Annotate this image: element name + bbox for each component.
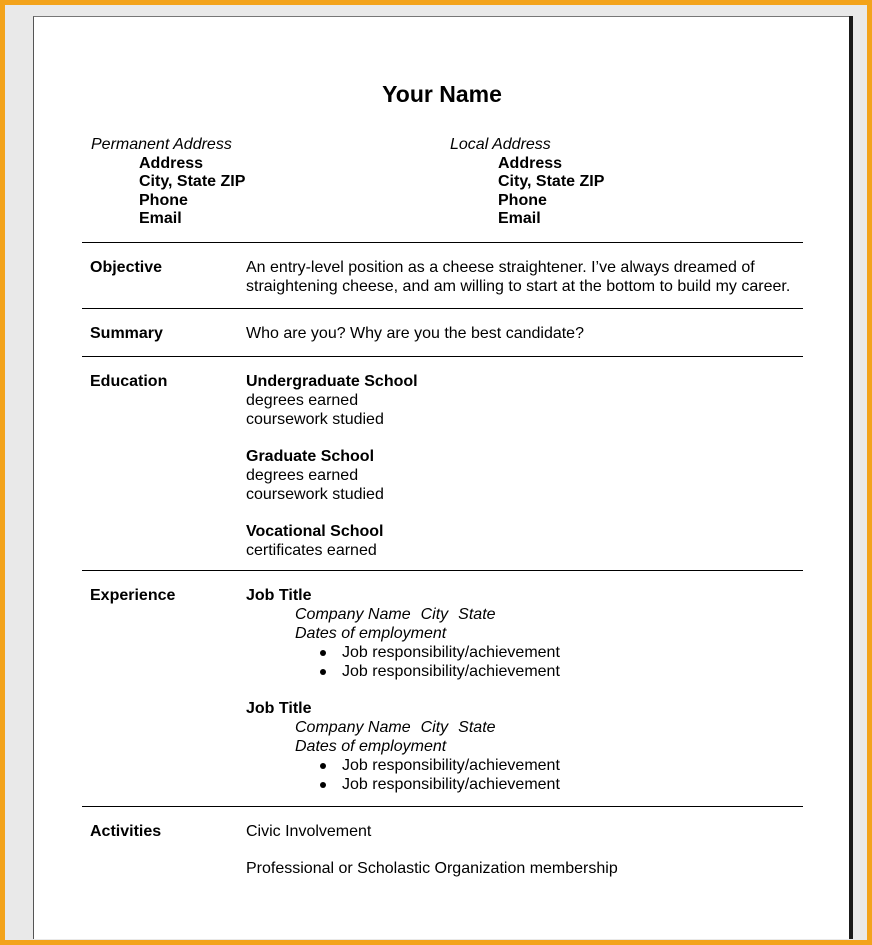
job-bullet-text: Job responsibility/achievement [342, 644, 560, 661]
section-divider [82, 242, 803, 243]
permanent-email: Email [139, 210, 182, 227]
local-phone: Phone [498, 191, 547, 209]
school-name: Graduate School [246, 448, 375, 465]
education-label: Education [90, 373, 168, 390]
job-company: Company Name [295, 606, 411, 623]
activity-item: Civic Involvement [246, 823, 372, 840]
summary-label: Summary [90, 325, 163, 342]
permanent-city-state-zip: City, State ZIP [139, 173, 246, 190]
activities-content [246, 822, 618, 878]
education-content [246, 372, 418, 560]
job-company: Company Name [295, 719, 411, 736]
bullet-icon [320, 763, 326, 769]
job-bullet-text: Job responsibility/achievement [342, 663, 560, 680]
job-title: Job Title [246, 587, 312, 604]
school-detail: degrees earned [246, 467, 359, 484]
summary-text: Who are you? Why are you the best candidate? [246, 325, 584, 342]
job-bullet-text: Job responsibility/achievement [342, 757, 560, 774]
school-detail: coursework studied [246, 411, 384, 428]
job-city: City [420, 719, 449, 736]
local-address-header: Local Address [450, 136, 551, 153]
objective-label: Objective [90, 259, 163, 276]
section-divider [82, 356, 803, 357]
objective-line: An entry-level position as a cheese straightener. I’ve always dreamed of [246, 259, 755, 276]
experience-label: Experience [90, 587, 176, 604]
bullet-icon [320, 669, 326, 675]
bullet-icon [320, 650, 326, 656]
school-detail: degrees earned [246, 392, 359, 409]
objective-line: straightening cheese, and am willing to start at the bottom to build my career. [246, 278, 791, 295]
school-name: Vocational School [246, 523, 384, 540]
resume-page [33, 16, 849, 939]
job-title: Job Title [246, 700, 312, 717]
permanent-address-line: Address [139, 154, 204, 172]
job-bullet [246, 775, 560, 794]
job-dates: Dates of employment [295, 738, 447, 755]
section-divider [82, 308, 803, 309]
permanent-address-block [91, 136, 245, 229]
permanent-address-header: Permanent Address [91, 136, 232, 153]
local-address-line: Address [498, 154, 563, 172]
permanent-phone: Phone [139, 191, 188, 209]
resume-name: Your Name [382, 81, 502, 107]
job-company-line [246, 605, 560, 624]
local-city-state-zip: City, State ZIP [498, 173, 605, 190]
section-divider [82, 570, 803, 571]
job-bullet [246, 662, 560, 681]
job-bullet-text: Job responsibility/achievement [342, 776, 560, 793]
activities-label: Activities [90, 823, 162, 840]
job-city: City [420, 606, 449, 623]
objective-content [246, 258, 790, 296]
section-divider [82, 806, 803, 807]
job-company-line [246, 718, 560, 737]
job-state: State [458, 606, 496, 623]
experience-content [246, 586, 560, 794]
job-state: State [458, 719, 496, 736]
local-address-block [450, 136, 604, 229]
school-detail: coursework studied [246, 486, 384, 503]
activity-item: Professional or Scholastic Organization membership [246, 860, 618, 877]
job-bullet [246, 643, 560, 662]
job-bullet [246, 756, 560, 775]
job-dates: Dates of employment [295, 625, 447, 642]
local-email: Email [498, 210, 541, 227]
bullet-icon [320, 782, 326, 788]
school-name: Undergraduate School [246, 373, 418, 390]
school-detail: certificates earned [246, 542, 377, 559]
